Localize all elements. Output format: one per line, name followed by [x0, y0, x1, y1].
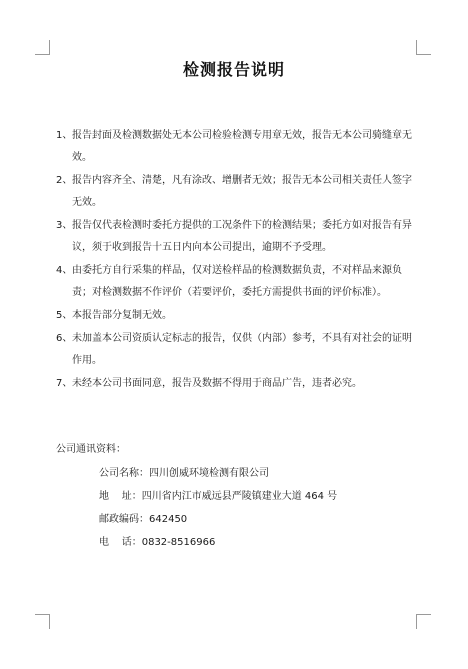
notice-item — [56, 305, 421, 327]
crop-mark-bottom-left — [35, 614, 50, 629]
company-name-value: 四川创威环境检测有限公司 — [149, 468, 269, 479]
crop-mark-top-left — [35, 40, 50, 55]
postcode-label: 邮政编码： — [99, 514, 149, 525]
notice-item — [56, 328, 421, 372]
notice-text: 报告仅代表检测时委托方提供的工况条件下的检测结果；委托方如对报告有异议，须于收到报告十五日内向本公司提出，逾期不予受理。 — [72, 220, 412, 253]
notice-number: 2、 — [56, 175, 73, 186]
notice-item — [56, 125, 421, 169]
notice-item — [56, 260, 421, 304]
notice-number: 1、 — [56, 130, 73, 141]
notice-number: 7、 — [56, 378, 73, 389]
notice-text: 报告内容齐全、清楚，凡有涂改、增删者无效；报告无本公司相关责任人签字无效。 — [72, 175, 412, 208]
address-label: 地 址： — [99, 491, 142, 502]
postcode-value: 642450 — [149, 514, 188, 525]
notice-text: 未经本公司书面同意，报告及数据不得用于商品广告，违者必究。 — [72, 378, 362, 389]
phone-label: 电 话： — [99, 537, 142, 548]
address-row — [99, 485, 429, 508]
notice-text: 本报告部分复制无效。 — [72, 310, 172, 321]
notice-number: 6、 — [56, 333, 73, 344]
company-name-row — [99, 462, 429, 485]
notice-number: 3、 — [56, 220, 73, 231]
contact-details — [99, 462, 429, 554]
notice-item — [56, 215, 421, 259]
contact-heading: 公司通讯资料： — [56, 444, 126, 455]
notice-item — [56, 170, 421, 214]
crop-mark-bottom-right — [416, 614, 431, 629]
notice-number: 4、 — [56, 265, 73, 276]
page-title: 检测报告说明 — [182, 60, 285, 79]
phone-row — [99, 531, 429, 554]
notice-text: 由委托方自行采集的样品，仅对送检样品的检测数据负责，不对样品来源负责；对检测数据不作评价（若要评价，委托方需提供书面的评价标准）。 — [72, 265, 402, 298]
notice-text: 未加盖本公司资质认定标志的报告，仅供（内部）参考，不具有对社会的证明作用。 — [72, 333, 412, 366]
crop-mark-top-right — [416, 40, 431, 55]
notice-text: 报告封面及检测数据处无本公司检验检测专用章无效，报告无本公司骑缝章无效。 — [72, 130, 412, 163]
notice-item — [56, 373, 421, 395]
company-name-label: 公司名称： — [99, 468, 149, 479]
postcode-row — [99, 508, 429, 531]
notice-number: 5、 — [56, 310, 73, 321]
notice-list — [56, 125, 421, 396]
phone-value: 0832-8516966 — [141, 537, 216, 548]
address-value: 四川省内江市威远县严陵镇建业大道 464 号 — [141, 491, 338, 502]
